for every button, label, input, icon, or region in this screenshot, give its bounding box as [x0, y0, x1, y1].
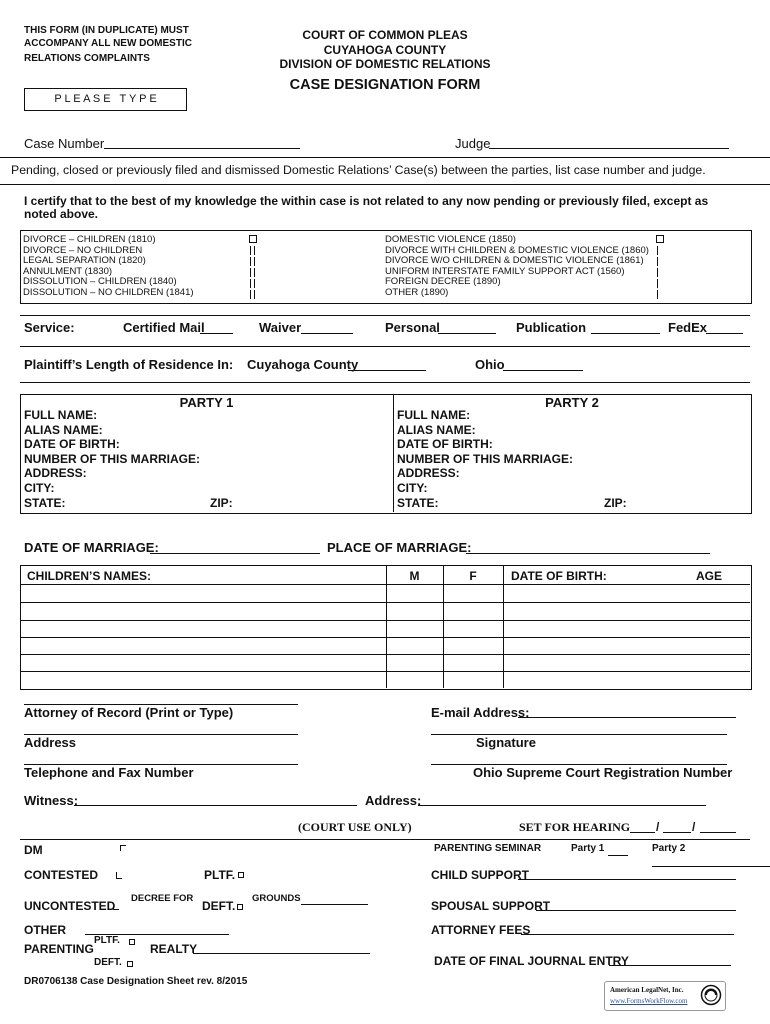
child-support-field[interactable]: [518, 879, 736, 880]
case-number-label: Case Number: [24, 136, 105, 151]
final-journal-entry-field[interactable]: [609, 965, 731, 966]
spousal-support-label: SPOUSAL SUPPORT: [431, 899, 551, 913]
pending-cases-instruction: Pending, closed or previously filed and dismissed Domestic Relations’ Case(s) between the parties, list case number and judge.: [11, 163, 706, 177]
spousal-support-field[interactable]: [536, 910, 736, 911]
set-for-hearing-label: SET FOR HEARING: [519, 820, 631, 834]
party-1-full-name[interactable]: FULL NAME:: [24, 408, 98, 422]
telephone-fax-label: Telephone and Fax Number: [24, 765, 194, 780]
email-address-field[interactable]: [518, 717, 736, 718]
grounds-label: GROUNDS: [252, 893, 301, 904]
party-1-state[interactable]: STATE:: [24, 495, 66, 510]
publisher-badge: [604, 981, 726, 1011]
parenting-deft-checkbox[interactable]: [127, 961, 133, 967]
checkbox-mark: [254, 279, 255, 288]
party-1-heading: PARTY 1: [179, 395, 234, 410]
email-address-label: E-mail Address:: [431, 705, 530, 720]
realty-field[interactable]: [193, 953, 370, 954]
checkbox-mark[interactable]: [250, 268, 251, 277]
attorney-fees-label: ATTORNEY FEES: [431, 923, 531, 937]
checkbox-mark: [254, 290, 255, 299]
publication-field[interactable]: [591, 333, 660, 334]
case-type-item: OTHER (1890): [385, 286, 449, 298]
division-name: DIVISION OF DOMESTIC RELATIONS: [279, 57, 491, 71]
checkbox-mark[interactable]: [250, 290, 251, 299]
party-2-address[interactable]: ADDRESS:: [397, 466, 460, 481]
hearing-day-field[interactable]: [663, 832, 691, 833]
child-support-label: CHILD SUPPORT: [431, 868, 530, 882]
waiver-field[interactable]: [301, 333, 353, 334]
residence-label: Plaintiff’s Length of Residence In:: [24, 357, 234, 372]
final-journal-entry-label: DATE OF FINAL JOURNAL ENTRY: [434, 954, 629, 968]
hearing-month-field[interactable]: [630, 832, 655, 833]
seminar-party-2-label: Party 2: [652, 843, 686, 854]
uncontested-checkbox[interactable]: [113, 903, 119, 910]
case-type-item: UNIFORM INTERSTATE FAMILY SUPPORT ACT (1560): [385, 265, 625, 277]
note-line-3: RELATIONS COMPLAINTS: [24, 53, 150, 64]
address-label: Address: [24, 735, 77, 750]
case-types-left: [23, 235, 194, 298]
uncontested-deft-label: DEFT.: [202, 899, 236, 913]
case-types-right: [385, 235, 649, 298]
please-type-box: [24, 88, 187, 111]
county-residence-field[interactable]: [348, 370, 426, 371]
checkbox[interactable]: [249, 235, 257, 243]
witness-field[interactable]: [74, 805, 357, 806]
witness-address-label: Address:: [365, 793, 422, 808]
ohio-residence-field[interactable]: [503, 370, 583, 371]
male-header: M: [409, 569, 420, 583]
checkbox[interactable]: [656, 235, 664, 243]
table-row[interactable]: [20, 602, 750, 603]
dm-checkbox[interactable]: [120, 845, 126, 851]
divider: [20, 315, 750, 316]
witness-label: Witness:: [24, 793, 79, 808]
county-name: CUYAHOGA COUNTY: [323, 42, 447, 57]
ohio-label: Ohio: [475, 357, 505, 372]
signature-label: Signature: [476, 735, 536, 750]
court-name: COURT OF COMMON PLEAS: [302, 28, 468, 42]
court-heading: [230, 28, 540, 72]
checkbox-mark[interactable]: [657, 257, 658, 266]
date-separator: /: [692, 820, 696, 834]
dm-label: DM: [24, 843, 43, 857]
case-type-item: DISSOLUTION – CHILDREN (1840): [23, 276, 177, 287]
checkbox-mark[interactable]: [657, 268, 658, 277]
checkbox-mark[interactable]: [250, 257, 251, 266]
party-2-fields: [397, 408, 573, 510]
party-2-alias-name[interactable]: ALIAS NAME:: [397, 422, 476, 437]
table-row[interactable]: [20, 654, 750, 655]
hearing-year-field[interactable]: [700, 832, 736, 833]
case-type-item: LEGAL SEPARATION (1820): [23, 255, 146, 266]
decree-for-label: DECREE FOR: [131, 893, 194, 904]
registration-number-label: Ohio Supreme Court Registration Number: [473, 765, 733, 780]
party-2-date-of-birth[interactable]: DATE OF BIRTH:: [397, 437, 493, 452]
table-row[interactable]: [20, 584, 750, 585]
party-1-marriage-number[interactable]: NUMBER OF THIS MARRIAGE:: [24, 451, 200, 466]
note-line-2: ACCOMPANY ALL NEW DOMESTIC: [24, 37, 192, 49]
checkbox-mark[interactable]: [250, 279, 251, 288]
party-2-marriage-number[interactable]: NUMBER OF THIS MARRIAGE:: [397, 451, 573, 466]
seminar-party-2-field[interactable]: [652, 866, 770, 867]
publisher-name: American LegalNet, Inc.: [610, 986, 684, 994]
uncontested-label: UNCONTESTED: [24, 899, 116, 913]
witness-address-field[interactable]: [418, 805, 706, 806]
checkbox-mark[interactable]: [657, 246, 658, 255]
judge-field[interactable]: [489, 148, 729, 149]
judge-label: Judge: [455, 136, 491, 151]
court-use-only-heading: (COURT USE ONLY): [298, 820, 412, 834]
contested-pltf-checkbox[interactable]: [238, 872, 244, 878]
date-of-marriage-field[interactable]: [150, 553, 320, 554]
contested-checkbox[interactable]: [116, 872, 122, 879]
case-type-item: ANNULMENT (1830): [23, 265, 113, 277]
checkbox-mark: [254, 246, 255, 255]
party-2-zip[interactable]: ZIP:: [604, 496, 627, 510]
publisher-url[interactable]: www.FormsWorkFlow.com: [610, 997, 688, 1005]
parenting-label: PARENTING: [24, 942, 94, 956]
checkbox-mark[interactable]: [657, 290, 658, 299]
attorney-of-record-label: Attorney of Record (Print or Type): [24, 705, 234, 720]
party-divider: [393, 394, 394, 512]
uncontested-deft-checkbox[interactable]: [237, 904, 243, 910]
note-line-1: THIS FORM (IN DUPLICATE) MUST: [24, 25, 189, 36]
duplicate-note: [24, 25, 192, 66]
place-of-marriage-field[interactable]: [466, 553, 710, 554]
other-label: OTHER: [24, 923, 66, 937]
seminar-party-1-label: Party 1: [571, 843, 605, 854]
certify-line-1: I certify that to the best of my knowledge the within case is not related to any now pending or previously filed, except as: [24, 194, 709, 208]
certify-statement: [24, 195, 708, 221]
party-1-date-of-birth[interactable]: DATE OF BIRTH:: [24, 437, 120, 452]
table-row[interactable]: [20, 671, 750, 672]
publisher-logo-icon: [700, 984, 722, 1006]
age-header: AGE: [696, 569, 723, 583]
party-2-full-name[interactable]: FULL NAME:: [397, 408, 471, 422]
case-type-item: FOREIGN DECREE (1890): [385, 276, 501, 287]
party-1-fields: [24, 408, 200, 510]
parenting-seminar-label: PARENTING SEMINAR: [434, 843, 542, 854]
case-type-item: DOMESTIC VIOLENCE (1850): [385, 234, 516, 245]
divider: [0, 157, 770, 158]
party-2-city[interactable]: CITY:: [397, 480, 428, 495]
seminar-party-1-field[interactable]: [608, 855, 628, 856]
case-type-item: DIVORCE WITH CHILDREN & DOMESTIC VIOLENCE (1860): [385, 244, 649, 256]
date-of-birth-header: DATE OF BIRTH:: [511, 569, 607, 583]
contested-pltf-label: PLTF.: [204, 868, 236, 882]
parenting-deft-label: DEFT.: [94, 957, 122, 968]
party-2-heading: PARTY 2: [545, 395, 599, 410]
divider: [0, 184, 770, 185]
place-of-marriage-label: PLACE OF MARRIAGE:: [327, 540, 472, 555]
service-fedex: FedEx: [668, 320, 708, 335]
checkbox-mark: [254, 257, 255, 266]
parenting-pltf-checkbox[interactable]: [129, 939, 135, 945]
please-type-label: P L E A S E T Y P E: [54, 93, 157, 105]
personal-field[interactable]: [438, 333, 496, 334]
form-title: CASE DESIGNATION FORM: [289, 77, 481, 93]
date-of-marriage-label: DATE OF MARRIAGE:: [24, 540, 159, 555]
date-separator: /: [656, 820, 660, 834]
certify-line-2: noted above.: [24, 207, 99, 221]
party-1-alias-name[interactable]: ALIAS NAME:: [24, 422, 103, 437]
service-publication: Publication: [516, 320, 587, 335]
table-row[interactable]: [20, 620, 750, 621]
table-row[interactable]: [20, 637, 750, 638]
fedex-field[interactable]: [706, 333, 743, 334]
service-waiver: Waiver: [259, 320, 302, 335]
case-type-item: DIVORCE – NO CHILDREN: [23, 244, 143, 256]
contested-label: CONTESTED: [24, 868, 99, 882]
party-1-zip[interactable]: ZIP:: [210, 496, 233, 510]
party-1-address[interactable]: ADDRESS:: [24, 466, 87, 481]
female-header: F: [469, 569, 477, 583]
realty-label: REALTY: [150, 942, 198, 956]
case-type-item: DIVORCE W/O CHILDREN & DOMESTIC VIOLENCE (1861): [385, 255, 644, 266]
party-1-city[interactable]: CITY:: [24, 480, 55, 495]
cuyahoga-county-label: Cuyahoga County: [247, 357, 359, 372]
service-personal: Personal: [385, 320, 440, 335]
party-2-state[interactable]: STATE:: [397, 495, 439, 510]
children-names-header: CHILDREN’S NAMES:: [27, 569, 152, 583]
case-type-item: DISSOLUTION – NO CHILDREN (1841): [23, 286, 194, 298]
checkbox-mark[interactable]: [657, 279, 658, 288]
case-type-item: DIVORCE – CHILDREN (1810): [23, 234, 156, 245]
form-id: DR0706138 Case Designation Sheet rev. 8/2015: [24, 976, 248, 987]
service-label: Service:: [24, 320, 75, 335]
checkbox-mark: [254, 268, 255, 277]
certified-mail-field[interactable]: [200, 333, 233, 334]
attorney-fees-field[interactable]: [521, 934, 734, 935]
divider: [20, 839, 750, 840]
divider: [20, 346, 750, 347]
case-number-field[interactable]: [104, 148, 300, 149]
parenting-pltf-label: PLTF.: [94, 935, 120, 946]
grounds-field[interactable]: [301, 904, 368, 905]
divider: [20, 382, 750, 383]
checkbox-mark[interactable]: [250, 246, 251, 255]
service-certified-mail: Certified Mail: [123, 320, 205, 335]
